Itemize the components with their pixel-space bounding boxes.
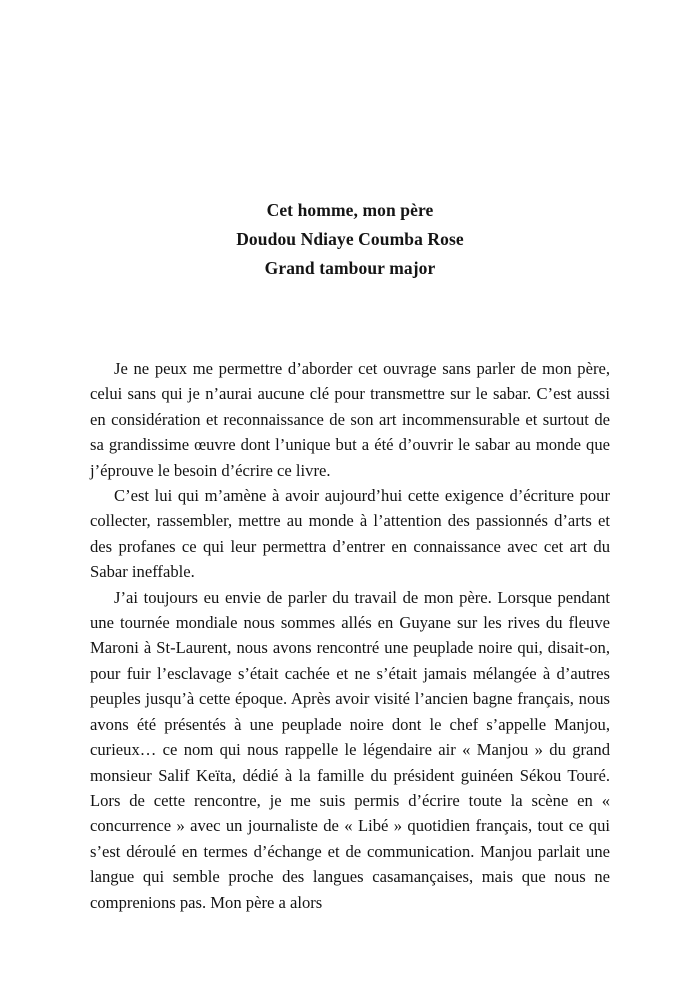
paragraph-1: Je ne peux me permettre d’aborder cet ouvrage sans parler de mon père, celui sans qui je n’aurai aucune clé pour transmettre sur le sabar. C’est aussi en considération et reconnaissance de son art incommensurable et surtout de sa grandissime œuvre dont l’unique but a été d’ouvrir le sabar au monde que j’éprouve le besoin d’écrire ce livre. — [90, 359, 610, 480]
chapter-title — [90, 196, 610, 283]
paragraph-3: J’ai toujours eu envie de parler du travail de mon père. Lorsque pendant une tournée mondiale nous sommes allés en Guyane sur les rives du fleuve Maroni à St-Laurent, nous avons rencontré une peuplade noire qui, disait-on, pour fuir l’esclavage s’était cachée et ne s’était jamais mélangée à d’autres peuples jusqu’à cette époque. Après avoir visité l’ancien bagne français, nous avons été présentés à une peuplade noire dont le chef s’appelle Manjou, curieux… ce nom qui nous rappelle le légendaire air « Manjou » du grand monsieur Salif Keïta, dédié à la famille du président guinéen Sékou Touré. Lors de cette rencontre, je me suis permis d’écrire toute la scène en « concurrence » avec un journaliste de « Libé » quotidien français, tout ce qui s’est déroulé en termes d’échange et de communication. Manjou parlait une langue qui semble proche des langues casamançaises, mais que nous ne comprenions pas. Mon père a alors — [90, 587, 610, 912]
paragraph-2: C’est lui qui m’amène à avoir aujourd’hui cette exigence d’écriture pour collecter, rassembler, mettre au monde à l’attention des passionnés d’arts et des profanes ce qui leur permettra d’entrer en connaissance avec cet art du Sabar ineffable. — [90, 486, 610, 582]
body-text — [90, 356, 610, 915]
chapter-title-line-2: Doudou Ndiaye Coumba Rose — [236, 229, 464, 249]
chapter-title-line-3: Grand tambour major — [264, 258, 436, 278]
chapter-title-line-1: Cet homme, mon père — [266, 200, 434, 220]
